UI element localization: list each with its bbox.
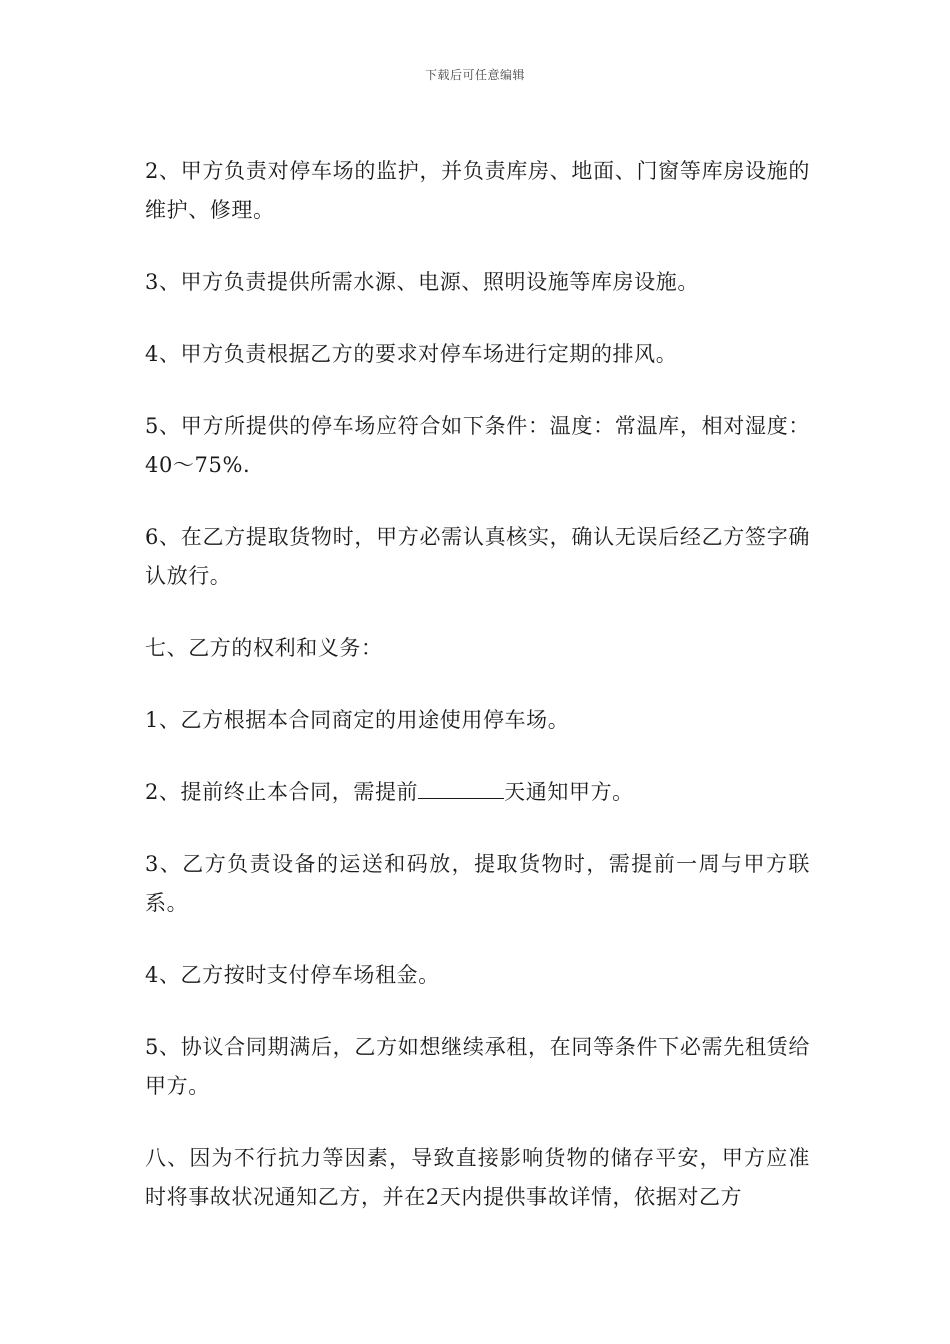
fill-in-blank — [418, 776, 504, 799]
clause-text-after-blank: 天通知甲方。 — [504, 780, 634, 804]
clause-paragraph: 4、乙方按时支付停车场租金。 — [145, 963, 440, 987]
section-heading: 七、乙方的权利和义务： — [145, 636, 383, 660]
clause-paragraph: 3、乙方负责设备的运送和码放，提取货物时，需提前一周与甲方联系。 — [145, 852, 810, 915]
clause-paragraph: 2、甲方负责对停车场的监护，并负责库房、地面、门窗等库房设施的维护、修理。 — [145, 159, 810, 222]
clause-paragraph: 6、在乙方提取货物时，甲方必需认真核实，确认无误后经乙方签字确认放行。 — [145, 525, 810, 588]
page-header: 下载后可任意编辑 — [424, 68, 525, 82]
section-paragraph: 八、因为不行抗力等因素，导致直接影响货物的储存平安，甲方应准时将事故状况通知乙方，并在2天内提供事故详情，依据对乙方 — [145, 1146, 810, 1209]
clause-paragraph: 1、乙方根据本合同商定的用途使用停车场。 — [145, 708, 570, 732]
clause-paragraph: 5、协议合同期满后，乙方如想继续承租，在同等条件下必需先租赁给甲方。 — [145, 1035, 810, 1098]
clause-paragraph: 5、甲方所提供的停车场应符合如下条件：温度：常温库，相对湿度：40～75%. — [145, 414, 810, 477]
clause-paragraph: 4、甲方负责根据乙方的要求对停车场进行定期的排风。 — [145, 342, 678, 366]
clause-paragraph: 3、甲方负责提供所需水源、电源、照明设施等库房设施。 — [145, 270, 699, 294]
document-body — [145, 152, 810, 1250]
clause-text-before-blank: 2、提前终止本合同，需提前 — [145, 780, 419, 804]
clause-paragraph-with-blank — [145, 773, 810, 812]
